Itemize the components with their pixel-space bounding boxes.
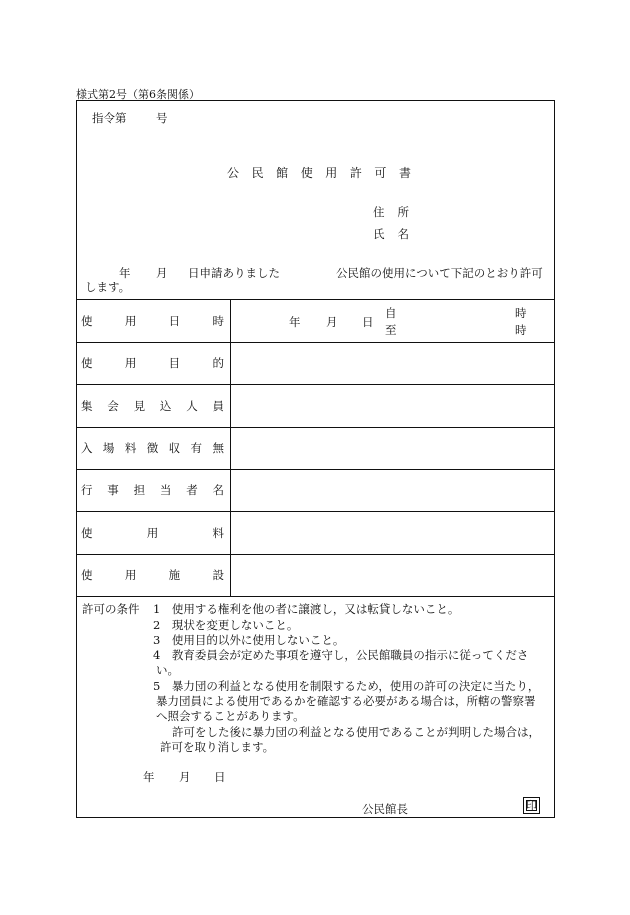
title-char: 書 <box>398 166 411 180</box>
title-char: 民 <box>251 166 264 180</box>
usage-from: 自 <box>385 306 397 320</box>
document-title <box>227 164 411 181</box>
conditions-heading: 許可の条件 <box>82 602 140 616</box>
condition-line: 3 使用目的以外に使用しないこと。 <box>153 633 345 647</box>
title-char: 館 <box>276 166 289 180</box>
form-number-label: 様式第2号（第6条関係） <box>76 88 200 101</box>
row-label-facility: 使 用 施 設 <box>81 568 224 582</box>
title-char: 許 <box>349 166 362 180</box>
row-divider <box>77 596 554 597</box>
order-number-suffix: 号 <box>156 111 168 125</box>
statement-month: 月 <box>156 266 168 280</box>
statement-day-applied: 日申請ありました <box>188 266 280 280</box>
condition-line: 許可をした後に暴力団の利益となる使用であることが判明した場合は， <box>172 725 540 739</box>
usage-year: 年 <box>289 315 301 329</box>
footer-month: 月 <box>179 770 191 784</box>
condition-line: 1 使用する権利を他の者に譲渡し，又は転貸しないこと。 <box>153 602 460 616</box>
title-char: 使 <box>300 166 313 180</box>
row-label-admission-fee: 入 場 料 徴 収 有 無 <box>81 441 224 455</box>
title-char: 公 <box>227 166 240 180</box>
usage-day: 日 <box>362 315 374 329</box>
address-label: 住 所 <box>373 205 409 219</box>
statement-line2: します。 <box>85 280 131 294</box>
footer-year: 年 <box>143 770 155 784</box>
condition-line: 暴力団員による使用であるかを確認する必要がある場合は，所轄の警察署 <box>156 694 536 708</box>
condition-line: 2 現状を変更しないこと。 <box>153 618 299 632</box>
condition-line: い。 <box>156 663 179 677</box>
column-divider <box>230 299 231 596</box>
condition-line: 許可を取り消します。 <box>160 740 275 754</box>
title-char: 可 <box>374 166 387 180</box>
condition-line: 4 教育委員会が定めた事項を遵守し，公民館職員の指示に従ってくださ <box>153 648 529 662</box>
order-number-prefix: 指令第 <box>92 111 127 125</box>
seal-stamp: 印 <box>523 797 540 814</box>
row-label-usage-fee: 使 用 料 <box>81 525 224 540</box>
title-char: 用 <box>325 166 338 180</box>
condition-line: 5 暴力団の利益となる使用を制限するため，使用の許可の決定に当たり， <box>153 679 540 693</box>
usage-hour-end: 時 <box>515 323 527 337</box>
permit-form <box>76 100 555 818</box>
statement-permission-text: 公民館の使用について下記のとおり許可 <box>336 266 543 280</box>
director-label: 公民館長 <box>362 802 408 816</box>
footer-day: 日 <box>214 770 226 784</box>
row-label-expected-attendees: 集 会 見 込 人 員 <box>81 398 224 413</box>
usage-month: 月 <box>326 315 338 329</box>
row-label-usage-purpose: 使 用 目 的 <box>81 356 224 370</box>
row-label-event-manager: 行 事 担 当 者 名 <box>81 483 224 497</box>
row-label-usage-datetime: 使 用 日 時 <box>81 313 224 328</box>
condition-line: へ照会することがあります。 <box>156 709 305 723</box>
statement-year: 年 <box>119 266 131 280</box>
usage-to: 至 <box>385 323 397 337</box>
usage-hour-start: 時 <box>515 306 527 320</box>
name-label: 氏 名 <box>373 227 409 241</box>
